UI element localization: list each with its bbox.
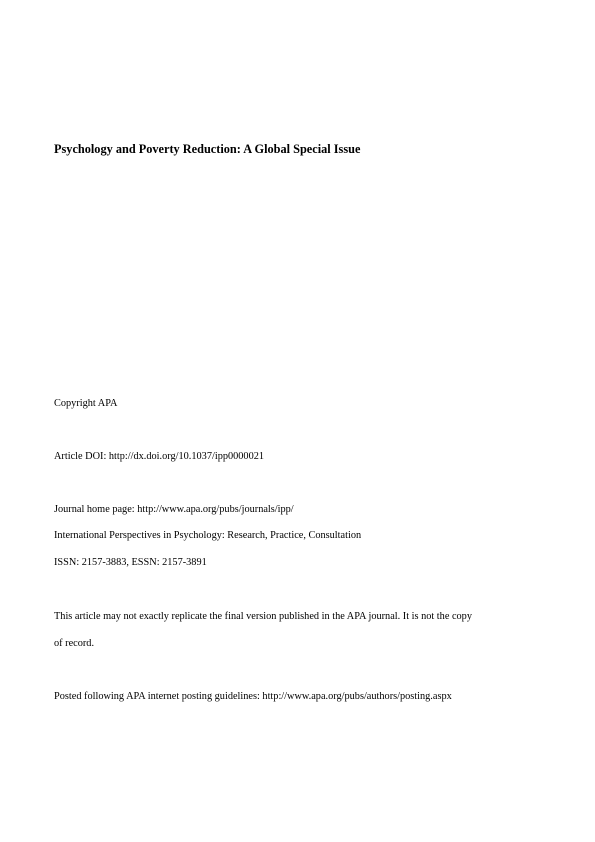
disclaimer-line-1: This article may not exactly replicate the final version published in the APA journal. It is not the copy: [54, 611, 472, 622]
posting-guidelines: Posted following APA internet posting guidelines: http://www.apa.org/pubs/authors/posting.aspx: [54, 691, 452, 702]
article-title: Psychology and Poverty Reduction: A Global Special Issue: [54, 142, 361, 156]
article-doi: Article DOI: http://dx.doi.org/10.1037/ipp0000021: [54, 451, 265, 462]
copyright-notice: Copyright APA: [54, 398, 118, 409]
journal-home-page: Journal home page: http://www.apa.org/pubs/journals/ipp/: [54, 504, 294, 515]
journal-name: International Perspectives in Psychology: Research, Practice, Consultation: [54, 530, 362, 541]
disclaimer-line-2: of record.: [54, 638, 95, 649]
issn-info: ISSN: 2157-3883, ESSN: 2157-3891: [54, 557, 207, 568]
